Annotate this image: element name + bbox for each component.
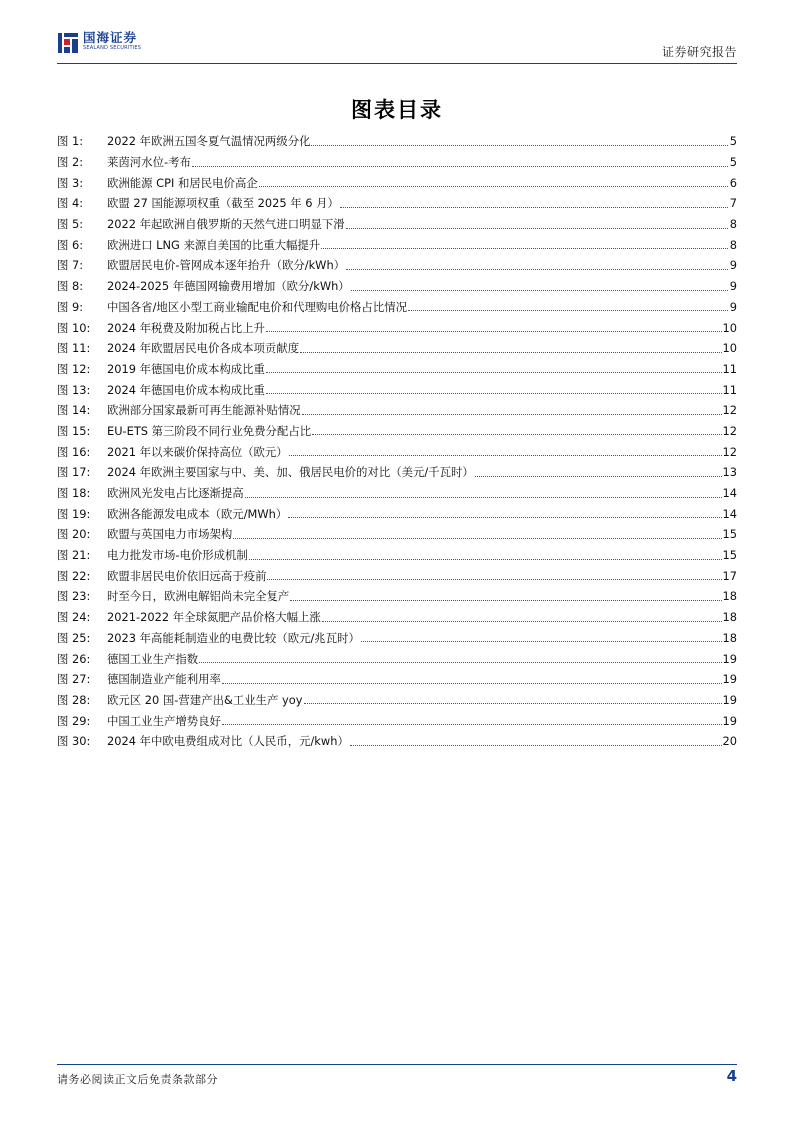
figure-page-number: 14 — [722, 506, 737, 521]
figure-number: 图 7: — [57, 258, 84, 273]
header-divider — [57, 63, 737, 64]
figure-number: 图 23: — [57, 589, 91, 604]
dot-leader — [351, 290, 728, 291]
figure-caption: 2024 年德国电价成本构成比重 — [107, 382, 265, 397]
toc-entry[interactable] — [57, 648, 737, 669]
dot-leader — [289, 455, 722, 456]
dot-leader — [304, 703, 722, 704]
toc-entry[interactable] — [57, 400, 737, 421]
toc-entry[interactable] — [57, 710, 737, 731]
toc-entry[interactable] — [57, 628, 737, 649]
sealand-logo-icon — [57, 32, 79, 54]
figure-page-number: 19 — [722, 672, 737, 687]
toc-entry[interactable] — [57, 214, 737, 235]
figure-page-number: 15 — [722, 548, 737, 563]
figure-number: 图 8: — [57, 279, 84, 294]
dot-leader — [311, 145, 728, 146]
figure-page-number: 18 — [722, 589, 737, 604]
figure-number: 图 28: — [57, 692, 91, 707]
page-header — [57, 30, 737, 64]
figure-number: 图 6: — [57, 237, 84, 252]
dot-leader — [266, 331, 722, 332]
figure-number: 图 21: — [57, 548, 91, 563]
toc-entry[interactable] — [57, 690, 737, 711]
figure-number: 图 3: — [57, 175, 84, 190]
figure-caption: 欧洲风光发电占比逐渐提高 — [107, 486, 244, 501]
toc-entry[interactable] — [57, 131, 737, 152]
dot-leader — [350, 745, 722, 746]
figure-caption: 欧洲进口 LNG 来源自美国的比重大幅提升 — [107, 237, 321, 252]
page-title: 图表目录 — [351, 98, 443, 122]
dot-leader — [312, 434, 721, 435]
figure-number: 图 27: — [57, 672, 91, 687]
figure-page-number: 12 — [722, 444, 737, 459]
figure-caption: 2023 年高能耗制造业的电费比较（欧元/兆瓦时） — [107, 630, 360, 645]
figure-page-number: 18 — [722, 610, 737, 625]
figure-list — [57, 131, 737, 752]
toc-entry[interactable] — [57, 172, 737, 193]
figure-caption: 欧盟居民电价-管网成本逐年抬升（欧分/kWh） — [107, 258, 346, 273]
figure-page-number: 7 — [729, 196, 737, 211]
disclaimer-note: 请务必阅读正文后免责条款部分 — [57, 1073, 218, 1086]
figure-caption: 欧盟与英国电力市场架构 — [107, 527, 233, 542]
figure-number: 图 17: — [57, 465, 91, 480]
figure-page-number: 10 — [722, 320, 737, 335]
dot-leader — [475, 476, 722, 477]
figure-caption: 2019 年德国电价成本构成比重 — [107, 361, 265, 376]
report-type-label: 证券研究报告 — [661, 45, 737, 59]
figure-page-number: 10 — [722, 341, 737, 356]
figure-number: 图 22: — [57, 568, 91, 583]
toc-entry[interactable] — [57, 379, 737, 400]
figure-page-number: 5 — [729, 134, 737, 149]
figure-number: 图 2: — [57, 155, 84, 170]
dot-leader — [340, 207, 728, 208]
figure-page-number: 5 — [729, 155, 737, 170]
figure-page-number: 12 — [722, 423, 737, 438]
toc-entry[interactable] — [57, 545, 737, 566]
figure-caption: 中国各省/地区小型工商业输配电价和代理购电价格占比情况 — [107, 299, 407, 314]
figure-page-number: 8 — [729, 237, 737, 252]
dot-leader — [249, 559, 722, 560]
toc-entry[interactable] — [57, 669, 737, 690]
figure-number: 图 1: — [57, 134, 84, 149]
toc-entry[interactable] — [57, 607, 737, 628]
figure-number: 图 13: — [57, 382, 91, 397]
toc-entry[interactable] — [57, 276, 737, 297]
dot-leader — [259, 186, 728, 187]
figure-number: 图 19: — [57, 506, 91, 521]
figure-number: 图 10: — [57, 320, 91, 335]
dot-leader — [408, 310, 728, 311]
toc-entry[interactable] — [57, 152, 737, 173]
figure-number: 图 29: — [57, 713, 91, 728]
figure-page-number: 17 — [722, 568, 737, 583]
dot-leader — [288, 517, 721, 518]
toc-entry[interactable] — [57, 338, 737, 359]
figure-caption: 欧盟非居民电价依旧远高于疫前 — [107, 568, 267, 583]
dot-leader — [300, 352, 721, 353]
figure-caption: 欧盟 27 国能源项权重（截至 2025 年 6 月） — [107, 196, 339, 211]
figure-caption: 2024 年税费及附加税占比上升 — [107, 320, 265, 335]
figure-caption: 2024 年欧盟居民电价各成本项贡献度 — [107, 341, 300, 356]
dot-leader — [266, 393, 722, 394]
figure-page-number: 13 — [722, 465, 737, 480]
toc-entry[interactable] — [57, 255, 737, 276]
figure-number: 图 30: — [57, 734, 91, 749]
figure-page-number: 19 — [722, 692, 737, 707]
toc-entry[interactable] — [57, 462, 737, 483]
figure-caption: 时至今日，欧洲电解铝尚未完全复产 — [107, 589, 290, 604]
figure-page-number: 9 — [729, 258, 737, 273]
toc-entry[interactable] — [57, 524, 737, 545]
toc-entry[interactable] — [57, 441, 737, 462]
toc-entry[interactable] — [57, 193, 737, 214]
toc-entry[interactable] — [57, 421, 737, 442]
figure-page-number: 9 — [729, 299, 737, 314]
figure-caption: 2022 年起欧洲自俄罗斯的天然气进口明显下滑 — [107, 217, 345, 232]
dot-leader — [199, 662, 721, 663]
dot-leader — [245, 497, 722, 498]
figure-page-number: 18 — [722, 630, 737, 645]
figure-caption: 2024-2025 年德国网输费用增加（欧分/kWh） — [107, 279, 350, 294]
figure-caption: EU-ETS 第三阶段不同行业免费分配占比 — [107, 423, 312, 438]
toc-entry[interactable] — [57, 565, 737, 586]
dot-leader — [346, 228, 728, 229]
dot-leader — [233, 538, 721, 539]
figure-number: 图 14: — [57, 403, 91, 418]
toc-entry[interactable] — [57, 359, 737, 380]
dot-leader — [222, 683, 722, 684]
figure-caption: 2024 年欧洲主要国家与中、美、加、俄居民电价的对比（美元/千瓦时） — [107, 465, 474, 480]
logo-name-cn: 国海证券 — [83, 30, 138, 45]
figure-caption: 2024 年中欧电费组成对比（人民币，元/kwh） — [107, 734, 349, 749]
logo-name-en: SEALAND SECURITIES — [83, 45, 142, 51]
dot-leader — [322, 621, 722, 622]
figure-caption: 莱茵河水位-考布 — [107, 155, 191, 170]
toc-entry[interactable] — [57, 503, 737, 524]
toc-entry[interactable] — [57, 483, 737, 504]
figure-number: 图 12: — [57, 361, 91, 376]
dot-leader — [267, 579, 721, 580]
figure-caption: 中国工业生产增势良好 — [107, 713, 221, 728]
figure-page-number: 19 — [722, 713, 737, 728]
figure-page-number: 9 — [729, 279, 737, 294]
figure-number: 图 15: — [57, 423, 91, 438]
figure-page-number: 8 — [729, 217, 737, 232]
figure-page-number: 11 — [722, 361, 737, 376]
figure-caption: 电力批发市场-电价形成机制 — [107, 548, 248, 563]
dot-leader — [321, 248, 728, 249]
figure-number: 图 18: — [57, 486, 91, 501]
figure-caption: 欧洲各能源发电成本（欧元/MWh） — [107, 506, 288, 521]
figure-number: 图 11: — [57, 341, 91, 356]
figure-caption: 欧洲能源 CPI 和居民电价高企 — [107, 175, 258, 190]
figure-page-number: 19 — [722, 651, 737, 666]
figure-caption: 2021-2022 年全球氮肥产品价格大幅上涨 — [107, 610, 321, 625]
dot-leader — [361, 641, 722, 642]
figure-number: 图 5: — [57, 217, 84, 232]
figure-page-number: 6 — [729, 175, 737, 190]
figure-caption: 欧洲部分国家最新可再生能源补贴情况 — [107, 403, 301, 418]
dot-leader — [266, 372, 722, 373]
figure-caption: 2022 年欧洲五国冬夏气温情况两级分化 — [107, 134, 311, 149]
figure-page-number: 11 — [722, 382, 737, 397]
figure-number: 图 4: — [57, 196, 84, 211]
dot-leader — [346, 269, 728, 270]
figure-page-number: 12 — [722, 403, 737, 418]
dot-leader — [302, 414, 722, 415]
figure-caption: 2021 年以来碳价保持高位（欧元） — [107, 444, 288, 459]
figure-page-number: 15 — [722, 527, 737, 542]
toc-entry[interactable] — [57, 297, 737, 318]
company-logo — [57, 30, 141, 60]
toc-entry[interactable] — [57, 234, 737, 255]
toc-entry[interactable] — [57, 731, 737, 752]
footer-divider — [57, 1064, 737, 1065]
figure-number: 图 9: — [57, 299, 84, 314]
figure-number: 图 20: — [57, 527, 91, 542]
figure-caption: 欧元区 20 国-营建产出&工业生产 yoy — [107, 692, 303, 707]
figure-number: 图 24: — [57, 610, 91, 625]
figure-number: 图 25: — [57, 630, 91, 645]
figure-page-number: 14 — [722, 486, 737, 501]
page-number: 4 — [726, 1067, 737, 1085]
toc-entry[interactable] — [57, 586, 737, 607]
dot-leader — [192, 166, 728, 167]
figure-number: 图 16: — [57, 444, 91, 459]
toc-entry[interactable] — [57, 317, 737, 338]
figure-page-number: 20 — [722, 734, 737, 749]
figure-caption: 德国工业生产指数 — [107, 651, 199, 666]
figure-caption: 德国制造业产能利用率 — [107, 672, 221, 687]
dot-leader — [222, 724, 722, 725]
dot-leader — [290, 600, 721, 601]
figure-number: 图 26: — [57, 651, 91, 666]
